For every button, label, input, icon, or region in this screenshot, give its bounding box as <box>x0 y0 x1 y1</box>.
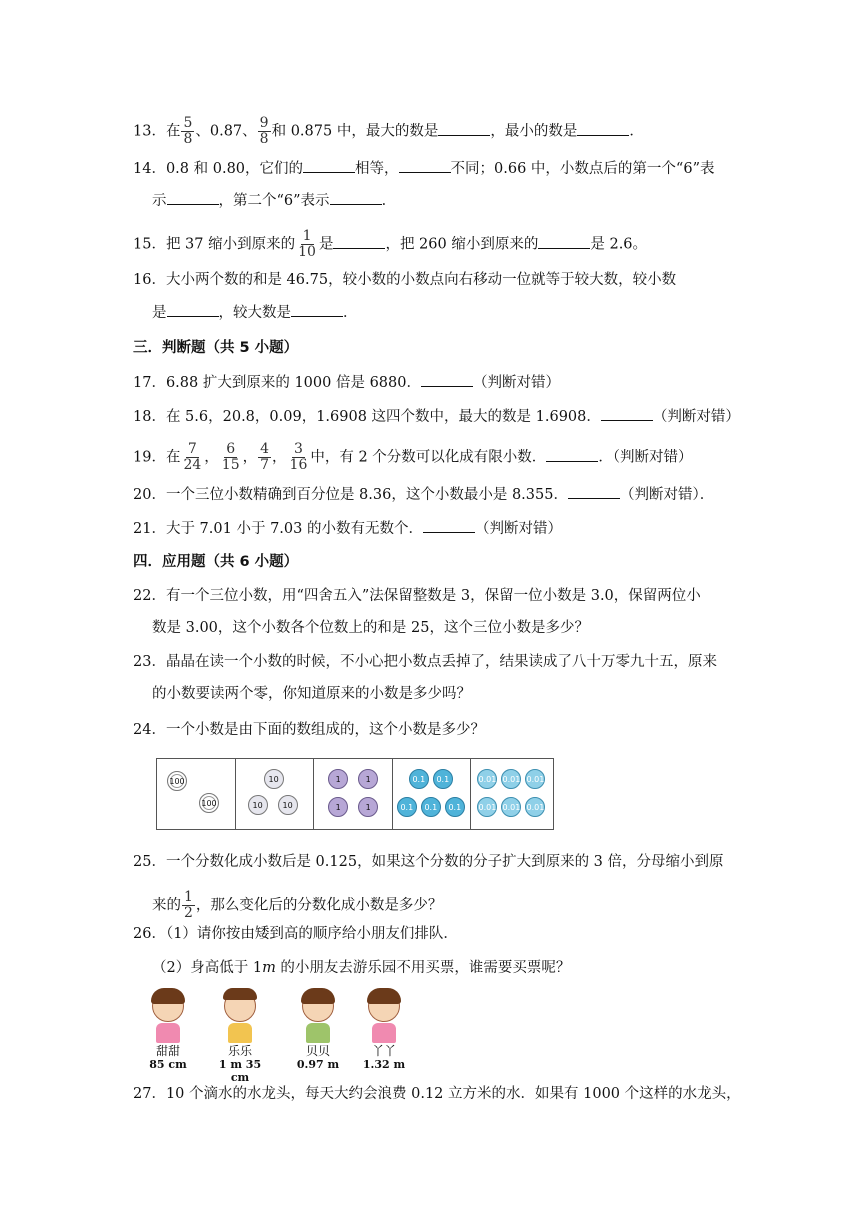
question-26-cont: （2）身高低于 1m 的小朋友去游乐园不用买票，谁需要买票呢？ <box>152 960 571 976</box>
child-body-icon <box>228 1023 252 1043</box>
answer-blank[interactable] <box>167 190 219 205</box>
coin-10: 10 <box>278 795 298 815</box>
section-heading: 四．应用题（共 6 小题） <box>133 554 299 570</box>
answer-blank[interactable] <box>167 302 219 317</box>
coin-1: 1 <box>358 769 378 789</box>
question-22-cont: 数是 3.00，这个小数各个位数上的和是 25，这个三位小数是多少？ <box>152 620 589 636</box>
coin-0-01: 0.01 <box>525 797 545 817</box>
question-14: 14．0.8 和 0.80，它们的 相等， 不同；0.66 中，小数点后的第一个“6”表 <box>133 158 714 179</box>
question-23-cont: 的小数要读两个零，你知道原来的小数是多少吗？ <box>152 686 471 702</box>
kid-name: 贝贝 <box>305 1044 330 1058</box>
answer-blank[interactable] <box>423 518 475 533</box>
kid-height: 1 m 35 cm <box>218 1058 262 1084</box>
answer-blank[interactable] <box>538 234 590 249</box>
fraction: $\frac{9}{8}$ <box>259 115 269 147</box>
answer-blank[interactable] <box>546 447 598 462</box>
fraction: $\frac{7}{24}$ <box>183 441 202 473</box>
kid-figure <box>354 990 414 1071</box>
kid-figure <box>138 990 198 1071</box>
child-head-icon <box>302 990 334 1022</box>
question-24: 24．一个小数是由下面的数组成的，这个小数是多少？ <box>133 722 485 738</box>
ones-cell <box>314 759 393 829</box>
answer-blank[interactable] <box>421 372 473 387</box>
fraction: $\frac{1}{2}$ <box>184 889 193 921</box>
fraction: $\frac{5}{8}$ <box>183 115 193 147</box>
answer-blank[interactable] <box>577 121 629 136</box>
question-16: 16．大小两个数的和是 46.75，较小数的小数点向右移动一位就等于较大数，较小数 <box>133 272 677 288</box>
coin-1: 1 <box>328 797 348 817</box>
answer-blank[interactable] <box>330 190 382 205</box>
question-23: 23．晶晶在读一个小数的时候，不小心把小数点丢掉了，结果读成了八十万零九十五，原来 <box>133 654 717 670</box>
kid-name: 甜甜 <box>155 1044 180 1058</box>
coin-100: 100 <box>167 771 187 791</box>
question-25: 25．一个分数化成小数后是 0.125，如果这个分数的分子扩大到原来的 3 倍，分母缩小到原 <box>133 854 724 870</box>
coin-1: 1 <box>358 797 378 817</box>
tenths-cell <box>393 759 472 829</box>
coin-1: 1 <box>328 769 348 789</box>
fraction: $\frac{3}{16}$ <box>289 441 308 473</box>
kid-name: 丫丫 <box>371 1044 396 1058</box>
fraction: $\frac{4}{7}$ <box>260 441 270 473</box>
coin-0-01: 0.01 <box>477 769 497 789</box>
child-head-icon <box>152 990 184 1022</box>
coin-0-1: 0.1 <box>397 797 417 817</box>
fraction: $\frac{1}{10}$ <box>298 228 316 260</box>
question-17: 17．6.88 扩大到原来的 1000 倍是 6880． （判断对错） <box>133 372 560 393</box>
coin-0-1: 0.1 <box>421 797 441 817</box>
answer-blank[interactable] <box>438 121 490 136</box>
kid-height: 1.32 m <box>362 1058 406 1071</box>
coin-0-01: 0.01 <box>501 797 521 817</box>
question-14-cont: 示 ，第二个“6”表示 ． <box>152 190 396 211</box>
place-value-box <box>156 758 554 830</box>
question-22: 22．有一个三位小数，用“四舍五入”法保留整数是 3，保留一位小数是 3.0，保留两位小 <box>133 588 701 604</box>
coin-10: 10 <box>248 795 268 815</box>
kid-figure <box>288 990 348 1071</box>
answer-blank[interactable] <box>399 158 451 173</box>
question-26: 26．（1）请你按由矮到高的顺序给小朋友们排队． <box>133 926 458 942</box>
child-body-icon <box>156 1023 180 1043</box>
hundreds-cell <box>157 759 236 829</box>
question-19: 19．在 $\frac{7}{24}$ ， $\frac{6}{15}$ ， $\frac{4}{7}$ ， $\frac{3}{16}$ 中，有 2 个分数可以化成有限小数． ．（判断对错） <box>133 441 693 473</box>
coin-0-1: 0.1 <box>445 797 465 817</box>
question-13: 13．在 $\frac{5}{8}$ 、0.87、 $\frac{9}{8}$ 和 0.875 中，最大的数是 ，最小的数是 ． <box>133 115 644 147</box>
question-27: 27．10 个滴水的水龙头，每天大约会浪费 0.12 立方米的水．如果有 1000 个这样的水龙头， <box>133 1086 741 1102</box>
child-body-icon <box>306 1023 330 1043</box>
coin-0-1: 0.1 <box>409 769 429 789</box>
kid-height: 0.97 m <box>296 1058 340 1071</box>
coin-0-1: 0.1 <box>433 769 453 789</box>
fraction: $\frac{6}{15}$ <box>221 441 240 473</box>
question-25-cont: 来的 $\frac{1}{2}$ ，那么变化后的分数化成小数是多少？ <box>152 889 443 921</box>
kid-figure <box>210 990 270 1084</box>
kid-name: 乐乐 <box>227 1044 252 1058</box>
coin-0-01: 0.01 <box>477 797 497 817</box>
hundredths-cell <box>471 759 553 829</box>
question-21: 21．大于 7.01 小于 7.03 的小数有无数个． （判断对错） <box>133 518 562 539</box>
child-head-icon <box>224 990 256 1022</box>
coin-0-01: 0.01 <box>525 769 545 789</box>
kid-height: 85 cm <box>149 1058 187 1071</box>
answer-blank[interactable] <box>601 406 653 421</box>
answer-blank[interactable] <box>568 484 620 499</box>
question-18: 18．在 5.6，20.8，0.09，1.6908 这四个数中，最大的数是 1.6908． （判断对错） <box>133 406 740 427</box>
child-head-icon <box>368 990 400 1022</box>
question-15: 15．把 37 缩小到原来的 $\frac{1}{10}$ 是 ，把 260 缩小到原来的 是 2.6。 <box>133 228 648 260</box>
answer-blank[interactable] <box>333 234 385 249</box>
child-body-icon <box>372 1023 396 1043</box>
answer-blank[interactable] <box>291 302 343 317</box>
question-16-cont: 是 ，较大数是 ． <box>152 302 358 323</box>
question-20: 20．一个三位小数精确到百分位是 8.36，这个小数最小是 8.355． （判断对错）． <box>133 484 714 505</box>
coin-0-01: 0.01 <box>501 769 521 789</box>
coin-100: 100 <box>199 793 219 813</box>
answer-blank[interactable] <box>303 158 355 173</box>
coin-10: 10 <box>264 769 284 789</box>
tens-cell <box>236 759 315 829</box>
section-heading: 三．判断题（共 5 小题） <box>133 340 299 356</box>
